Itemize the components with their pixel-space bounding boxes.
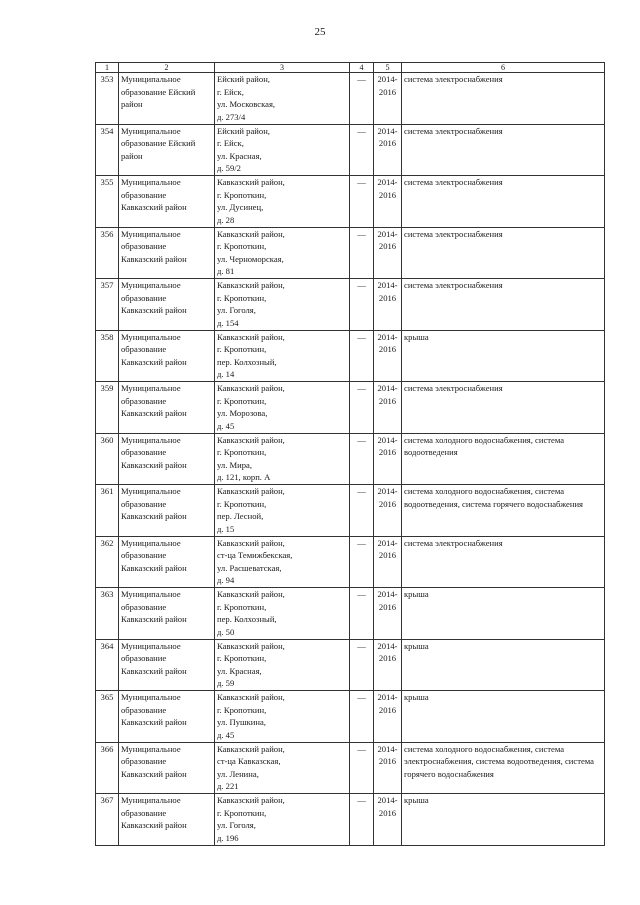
table-row bbox=[96, 588, 605, 640]
address-cell bbox=[215, 485, 350, 537]
municipality-line: образование bbox=[121, 395, 167, 406]
works-text: система холодного водоснабжения, система водоотведения bbox=[404, 434, 565, 457]
dash-cell: — bbox=[350, 536, 374, 588]
period-line: 2016 bbox=[378, 756, 397, 766]
header-cell: 3 bbox=[215, 63, 350, 73]
period-cell bbox=[374, 279, 402, 331]
works-text: крыша bbox=[404, 640, 429, 651]
row-number: 366 bbox=[96, 742, 119, 794]
table-row bbox=[96, 794, 605, 846]
municipality-line: образование bbox=[121, 241, 167, 251]
period-cell bbox=[374, 485, 402, 537]
row-number: 364 bbox=[96, 639, 119, 691]
municipality-line: образование bbox=[121, 653, 167, 663]
address-line: ул. Гоголя, bbox=[217, 305, 256, 315]
dash-cell: — bbox=[350, 794, 374, 846]
period-line: 2016 bbox=[378, 138, 397, 148]
row-number: 362 bbox=[96, 536, 119, 588]
header-cell: 5 bbox=[374, 63, 402, 73]
period-cell bbox=[374, 639, 402, 691]
period-cell bbox=[374, 124, 402, 176]
table-row bbox=[96, 485, 605, 537]
address-cell bbox=[215, 382, 350, 434]
works-text: система электроснабжения bbox=[404, 280, 503, 290]
municipality-line: образование bbox=[121, 447, 167, 457]
period-line: 2016 bbox=[378, 86, 397, 97]
works-text: крыша bbox=[404, 589, 429, 599]
period-line: 2016 bbox=[378, 395, 397, 406]
works-cell bbox=[402, 794, 605, 846]
address-line: Кавказский район, bbox=[217, 640, 285, 651]
table-row bbox=[96, 433, 605, 485]
table-row bbox=[96, 536, 605, 588]
header-cell: 2 bbox=[119, 63, 215, 73]
address-line: пер. Колхозный, bbox=[217, 356, 277, 367]
header-cell: 1 bbox=[96, 63, 119, 73]
period-cell bbox=[374, 176, 402, 228]
address-line: г. Кропоткин, bbox=[217, 498, 267, 509]
row-number: 360 bbox=[96, 433, 119, 485]
period-line: 2014- bbox=[377, 692, 398, 702]
municipality-line: Кавказский район bbox=[121, 665, 187, 676]
works-cell bbox=[402, 382, 605, 434]
municipality-line: Муниципальное bbox=[121, 280, 181, 290]
address-line: Кавказский район, bbox=[217, 383, 285, 393]
works-cell bbox=[402, 176, 605, 228]
municipality-cell bbox=[119, 794, 215, 846]
municipality-line: Муниципальное bbox=[121, 434, 181, 445]
municipality-cell bbox=[119, 433, 215, 485]
address-line: д. 15 bbox=[217, 523, 235, 534]
address-cell bbox=[215, 330, 350, 382]
address-cell bbox=[215, 433, 350, 485]
municipality-line: Кавказский район bbox=[121, 614, 187, 624]
dash-cell: — bbox=[350, 124, 374, 176]
municipality-line: Муниципальное bbox=[121, 640, 181, 651]
works-text: система холодного водоснабжения, система электроснабжения, система водоотведения, система горячего водоснабжения bbox=[404, 743, 594, 779]
municipality-line: Муниципальное bbox=[121, 228, 181, 239]
period-line: 2014- bbox=[377, 795, 398, 805]
municipality-cell bbox=[119, 330, 215, 382]
municipality-line: Муниципальное bbox=[121, 692, 181, 702]
municipality-line: Муниципальное bbox=[121, 486, 181, 496]
municipality-cell bbox=[119, 691, 215, 743]
address-line: ст-ца Кавказская, bbox=[217, 756, 281, 766]
period-line: 2014- bbox=[377, 280, 398, 290]
period-cell bbox=[374, 433, 402, 485]
address-line: Кавказский район, bbox=[217, 228, 285, 239]
address-line: ст-ца Темижбекская, bbox=[217, 550, 293, 560]
period-cell bbox=[374, 536, 402, 588]
row-number: 363 bbox=[96, 588, 119, 640]
municipality-line: образование bbox=[121, 292, 167, 303]
works-text: система электроснабжения bbox=[404, 74, 503, 84]
row-number: 354 bbox=[96, 124, 119, 176]
dash-cell: — bbox=[350, 588, 374, 640]
works-text: система холодного водоснабжения, система водоотведения, система горячего водоснабжения bbox=[404, 486, 583, 509]
period-cell bbox=[374, 382, 402, 434]
row-number: 353 bbox=[96, 73, 119, 125]
table-row bbox=[96, 124, 605, 176]
municipality-line: образование Ейский bbox=[121, 86, 196, 97]
municipality-cell bbox=[119, 382, 215, 434]
table-row bbox=[96, 691, 605, 743]
address-cell bbox=[215, 536, 350, 588]
municipality-line: Муниципальное bbox=[121, 331, 181, 342]
address-line: Кавказский район, bbox=[217, 537, 285, 548]
dash-cell: — bbox=[350, 73, 374, 125]
works-text: система электроснабжения bbox=[404, 125, 503, 136]
address-line: д. 59/2 bbox=[217, 163, 241, 173]
municipality-cell bbox=[119, 485, 215, 537]
address-line: ул. Морозова, bbox=[217, 408, 268, 418]
address-line: д. 59 bbox=[217, 678, 235, 688]
municipality-line: Кавказский район bbox=[121, 305, 187, 315]
period-line: 2016 bbox=[378, 807, 397, 818]
works-cell bbox=[402, 485, 605, 537]
dash-cell: — bbox=[350, 433, 374, 485]
address-line: ул. Расшеватская, bbox=[217, 562, 282, 573]
period-line: 2016 bbox=[378, 601, 397, 612]
address-line: д. 14 bbox=[217, 369, 235, 379]
municipality-cell bbox=[119, 279, 215, 331]
period-line: 2016 bbox=[378, 344, 397, 354]
address-line: г. Кропоткин, bbox=[217, 653, 267, 663]
works-cell bbox=[402, 639, 605, 691]
address-line: ул. Черноморская, bbox=[217, 253, 284, 264]
municipality-line: Муниципальное bbox=[121, 589, 181, 599]
header-cell: 4 bbox=[350, 63, 374, 73]
works-text: система электроснабжения bbox=[404, 537, 503, 548]
municipality-line: Муниципальное bbox=[121, 74, 181, 84]
municipality-line: образование bbox=[121, 601, 167, 612]
municipality-cell bbox=[119, 124, 215, 176]
address-cell bbox=[215, 691, 350, 743]
period-cell bbox=[374, 794, 402, 846]
header-cell: 6 bbox=[402, 63, 605, 73]
address-line: Кавказский район, bbox=[217, 692, 285, 702]
dash-cell: — bbox=[350, 227, 374, 279]
works-text: крыша bbox=[404, 795, 429, 805]
address-cell bbox=[215, 73, 350, 125]
dash-cell: — bbox=[350, 691, 374, 743]
municipality-line: Кавказский район bbox=[121, 562, 187, 573]
municipality-cell bbox=[119, 536, 215, 588]
period-line: 2014- bbox=[377, 228, 398, 239]
period-line: 2014- bbox=[377, 486, 398, 496]
row-number: 357 bbox=[96, 279, 119, 331]
works-text: крыша bbox=[404, 331, 429, 342]
period-line: 2016 bbox=[378, 189, 397, 200]
period-line: 2016 bbox=[378, 292, 397, 303]
works-cell bbox=[402, 536, 605, 588]
period-cell bbox=[374, 691, 402, 743]
municipality-cell bbox=[119, 176, 215, 228]
address-line: д. 196 bbox=[217, 832, 239, 843]
table-row bbox=[96, 330, 605, 382]
municipality-line: Кавказский район bbox=[121, 202, 187, 212]
address-line: г. Кропоткин, bbox=[217, 395, 267, 406]
period-cell bbox=[374, 588, 402, 640]
period-line: 2016 bbox=[378, 653, 397, 663]
works-cell bbox=[402, 330, 605, 382]
period-line: 2014- bbox=[377, 743, 398, 754]
address-line: Кавказский район, bbox=[217, 795, 285, 805]
works-cell bbox=[402, 279, 605, 331]
address-line: д. 221 bbox=[217, 781, 239, 791]
address-line: Кавказский район, bbox=[217, 486, 285, 496]
address-line: д. 28 bbox=[217, 214, 235, 225]
registry-table bbox=[95, 62, 605, 846]
address-line: ул. Московская, bbox=[217, 99, 276, 109]
municipality-cell bbox=[119, 742, 215, 794]
address-line: г. Кропоткин, bbox=[217, 189, 267, 200]
period-line: 2014- bbox=[377, 640, 398, 651]
address-line: ул. Красная, bbox=[217, 665, 262, 676]
period-line: 2014- bbox=[377, 125, 398, 136]
address-line: Ейский район, bbox=[217, 74, 270, 84]
works-text: крыша bbox=[404, 692, 429, 702]
period-cell bbox=[374, 73, 402, 125]
municipality-line: образование bbox=[121, 550, 167, 560]
period-line: 2016 bbox=[378, 498, 397, 509]
address-line: д. 45 bbox=[217, 420, 235, 431]
address-line: г. Кропоткин, bbox=[217, 807, 267, 818]
address-line: Кавказский район, bbox=[217, 331, 285, 342]
municipality-line: Кавказский район bbox=[121, 253, 187, 264]
address-line: ул. Ленина, bbox=[217, 768, 259, 779]
address-line: г. Кропоткин, bbox=[217, 601, 267, 612]
period-cell bbox=[374, 742, 402, 794]
address-line: г. Кропоткин, bbox=[217, 344, 267, 354]
municipality-line: Кавказский район bbox=[121, 356, 187, 367]
address-line: г. Кропоткин, bbox=[217, 704, 267, 715]
address-line: Кавказский район, bbox=[217, 280, 285, 290]
municipality-line: Муниципальное bbox=[121, 537, 181, 548]
municipality-cell bbox=[119, 588, 215, 640]
municipality-line: район bbox=[121, 99, 143, 109]
address-cell bbox=[215, 794, 350, 846]
address-cell bbox=[215, 124, 350, 176]
period-line: 2014- bbox=[377, 177, 398, 187]
municipality-line: Муниципальное bbox=[121, 125, 181, 136]
row-number: 367 bbox=[96, 794, 119, 846]
address-line: ул. Мира, bbox=[217, 459, 253, 470]
address-line: ул. Гоголя, bbox=[217, 820, 256, 830]
period-line: 2016 bbox=[378, 447, 397, 457]
address-line: д. 45 bbox=[217, 729, 235, 740]
period-line: 2014- bbox=[377, 74, 398, 84]
works-cell bbox=[402, 124, 605, 176]
municipality-cell bbox=[119, 227, 215, 279]
dash-cell: — bbox=[350, 485, 374, 537]
table-row bbox=[96, 742, 605, 794]
address-line: д. 81 bbox=[217, 266, 235, 276]
municipality-line: образование bbox=[121, 756, 167, 766]
period-line: 2014- bbox=[377, 434, 398, 445]
works-cell bbox=[402, 73, 605, 125]
address-cell bbox=[215, 227, 350, 279]
municipality-line: Муниципальное bbox=[121, 383, 181, 393]
address-line: д. 154 bbox=[217, 317, 239, 328]
works-text: система электроснабжения bbox=[404, 177, 503, 187]
address-line: г. Ейск, bbox=[217, 86, 244, 97]
works-cell bbox=[402, 691, 605, 743]
table-row bbox=[96, 382, 605, 434]
dash-cell: — bbox=[350, 742, 374, 794]
municipality-line: Кавказский район bbox=[121, 717, 187, 727]
table-row bbox=[96, 73, 605, 125]
dash-cell: — bbox=[350, 382, 374, 434]
table-row bbox=[96, 227, 605, 279]
period-line: 2014- bbox=[377, 537, 398, 548]
period-line: 2016 bbox=[378, 241, 397, 251]
page-number: 25 bbox=[314, 26, 326, 38]
dash-cell: — bbox=[350, 330, 374, 382]
municipality-line: образование bbox=[121, 189, 167, 200]
address-cell bbox=[215, 639, 350, 691]
municipality-line: образование Ейский bbox=[121, 138, 196, 148]
address-cell bbox=[215, 742, 350, 794]
period-cell bbox=[374, 227, 402, 279]
address-line: г. Ейск, bbox=[217, 138, 244, 148]
works-cell bbox=[402, 588, 605, 640]
row-number: 365 bbox=[96, 691, 119, 743]
municipality-cell bbox=[119, 73, 215, 125]
address-line: Кавказский район, bbox=[217, 177, 285, 187]
address-cell bbox=[215, 279, 350, 331]
municipality-line: Кавказский район bbox=[121, 820, 187, 830]
municipality-line: образование bbox=[121, 498, 167, 509]
row-number: 358 bbox=[96, 330, 119, 382]
works-text: система электроснабжения bbox=[404, 383, 503, 393]
municipality-line: Кавказский район bbox=[121, 459, 187, 470]
table-header bbox=[96, 63, 605, 73]
period-line: 2016 bbox=[378, 550, 397, 560]
row-number: 359 bbox=[96, 382, 119, 434]
address-line: пер. Лесной, bbox=[217, 511, 264, 521]
row-number: 361 bbox=[96, 485, 119, 537]
address-line: пер. Колхозный, bbox=[217, 614, 277, 624]
table-row bbox=[96, 639, 605, 691]
address-line: г. Кропоткин, bbox=[217, 447, 267, 457]
period-line: 2014- bbox=[377, 383, 398, 393]
address-line: г. Кропоткин, bbox=[217, 241, 267, 251]
row-number: 355 bbox=[96, 176, 119, 228]
address-line: д. 94 bbox=[217, 575, 235, 585]
municipality-line: район bbox=[121, 150, 143, 161]
municipality-line: Муниципальное bbox=[121, 177, 181, 187]
address-cell bbox=[215, 176, 350, 228]
period-line: 2014- bbox=[377, 589, 398, 599]
period-line: 2016 bbox=[378, 704, 397, 715]
works-cell bbox=[402, 433, 605, 485]
address-line: д. 50 bbox=[217, 626, 235, 637]
dash-cell: — bbox=[350, 279, 374, 331]
row-number: 356 bbox=[96, 227, 119, 279]
municipality-line: Кавказский район bbox=[121, 408, 187, 418]
works-text: система электроснабжения bbox=[404, 228, 503, 239]
address-cell bbox=[215, 588, 350, 640]
municipality-line: Муниципальное bbox=[121, 743, 181, 754]
address-line: ул. Пушкина, bbox=[217, 717, 266, 727]
address-line: г. Кропоткин, bbox=[217, 292, 267, 303]
table-row bbox=[96, 176, 605, 228]
municipality-line: Кавказский район bbox=[121, 511, 187, 521]
municipality-line: образование bbox=[121, 344, 167, 354]
municipality-line: образование bbox=[121, 704, 167, 715]
address-line: Кавказский район, bbox=[217, 434, 285, 445]
table-row bbox=[96, 279, 605, 331]
address-line: Ейский район, bbox=[217, 125, 270, 136]
municipality-line: Муниципальное bbox=[121, 795, 181, 805]
works-cell bbox=[402, 742, 605, 794]
address-line: ул. Дусинец, bbox=[217, 202, 264, 212]
period-cell bbox=[374, 330, 402, 382]
address-line: д. 121, корп. А bbox=[217, 472, 271, 482]
municipality-line: Кавказский район bbox=[121, 768, 187, 779]
dash-cell: — bbox=[350, 176, 374, 228]
address-line: Кавказский район, bbox=[217, 743, 285, 754]
period-line: 2014- bbox=[377, 331, 398, 342]
works-cell bbox=[402, 227, 605, 279]
address-line: ул. Красная, bbox=[217, 150, 262, 161]
municipality-cell bbox=[119, 639, 215, 691]
address-line: Кавказский район, bbox=[217, 589, 285, 599]
dash-cell: — bbox=[350, 639, 374, 691]
address-line: д. 273/4 bbox=[217, 111, 246, 122]
municipality-line: образование bbox=[121, 807, 167, 818]
